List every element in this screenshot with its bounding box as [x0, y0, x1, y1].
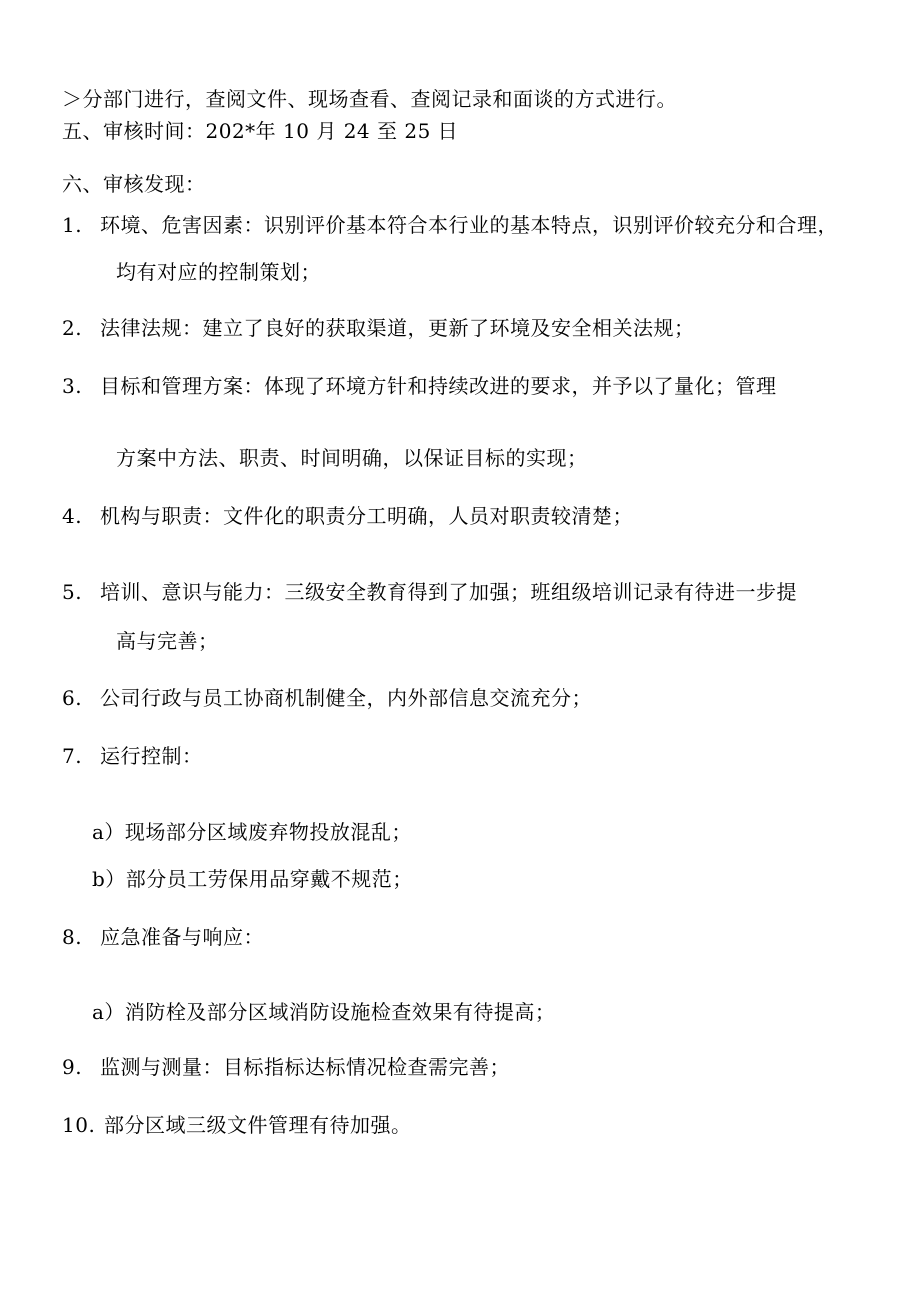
finding-7-subitem-a: a）现场部分区域废弃物投放混乱； [92, 820, 412, 844]
finding-text: 环境、危害因素：识别评价基本符合本行业的基本特点，识别评价较充分和合理， [100, 213, 838, 237]
finding-number: 9. [62, 1055, 83, 1079]
finding-2 [62, 318, 695, 338]
finding-3-continuation: 方案中方法、职责、时间明确，以保证目标的实现； [116, 446, 588, 470]
finding-number: 6. [62, 686, 83, 710]
finding-8-subitem-a: a）消防栓及部分区域消防设施检查效果有待提高； [92, 1000, 556, 1024]
finding-1-continuation: 均有对应的控制策划； [116, 260, 321, 284]
finding-1 [62, 215, 838, 235]
finding-9 [62, 1057, 510, 1077]
finding-text: 目标和管理方案：体现了环境方针和持续改进的要求，并予以了量化；管理 [100, 374, 777, 398]
finding-4 [62, 506, 633, 526]
finding-7 [62, 746, 203, 766]
finding-text: 监测与测量：目标指标达标情况检查需完善； [100, 1055, 510, 1079]
finding-text: 机构与职责：文件化的职责分工明确，人员对职责较清楚； [100, 504, 633, 528]
finding-number: 3. [62, 374, 83, 398]
section-6-heading: 六、审核发现： [62, 172, 206, 196]
finding-number: 4. [62, 504, 83, 528]
finding-6 [62, 688, 592, 708]
finding-text: 公司行政与员工协商机制健全，内外部信息交流充分； [100, 686, 592, 710]
finding-number: 7. [62, 744, 83, 768]
finding-8 [62, 927, 264, 947]
finding-text: 部分区域三级文件管理有待加强。 [104, 1113, 412, 1137]
finding-5-continuation: 高与完善； [116, 629, 219, 653]
finding-number: 1. [62, 213, 83, 237]
section-5-audit-time: 五、审核时间：202*年 10 月 24 至 25 日 [62, 119, 459, 143]
finding-text: 法律法规：建立了良好的获取渠道，更新了环境及安全相关法规； [100, 316, 695, 340]
finding-3 [62, 376, 777, 396]
finding-number: 5. [62, 580, 83, 604]
finding-10 [62, 1115, 412, 1135]
intro-line: ＞分部门进行，查阅文件、现场查看、查阅记录和面谈的方式进行。 [62, 87, 677, 111]
finding-text: 运行控制： [100, 744, 203, 768]
finding-text: 应急准备与响应： [100, 925, 264, 949]
finding-number: 2. [62, 316, 83, 340]
finding-7-subitem-b: b）部分员工劳保用品穿戴不规范； [92, 867, 413, 891]
finding-number: 10. [62, 1113, 96, 1137]
finding-number: 8. [62, 925, 83, 949]
finding-text: 培训、意识与能力：三级安全教育得到了加强；班组级培训记录有待进一步提 [100, 580, 797, 604]
finding-5 [62, 582, 797, 602]
